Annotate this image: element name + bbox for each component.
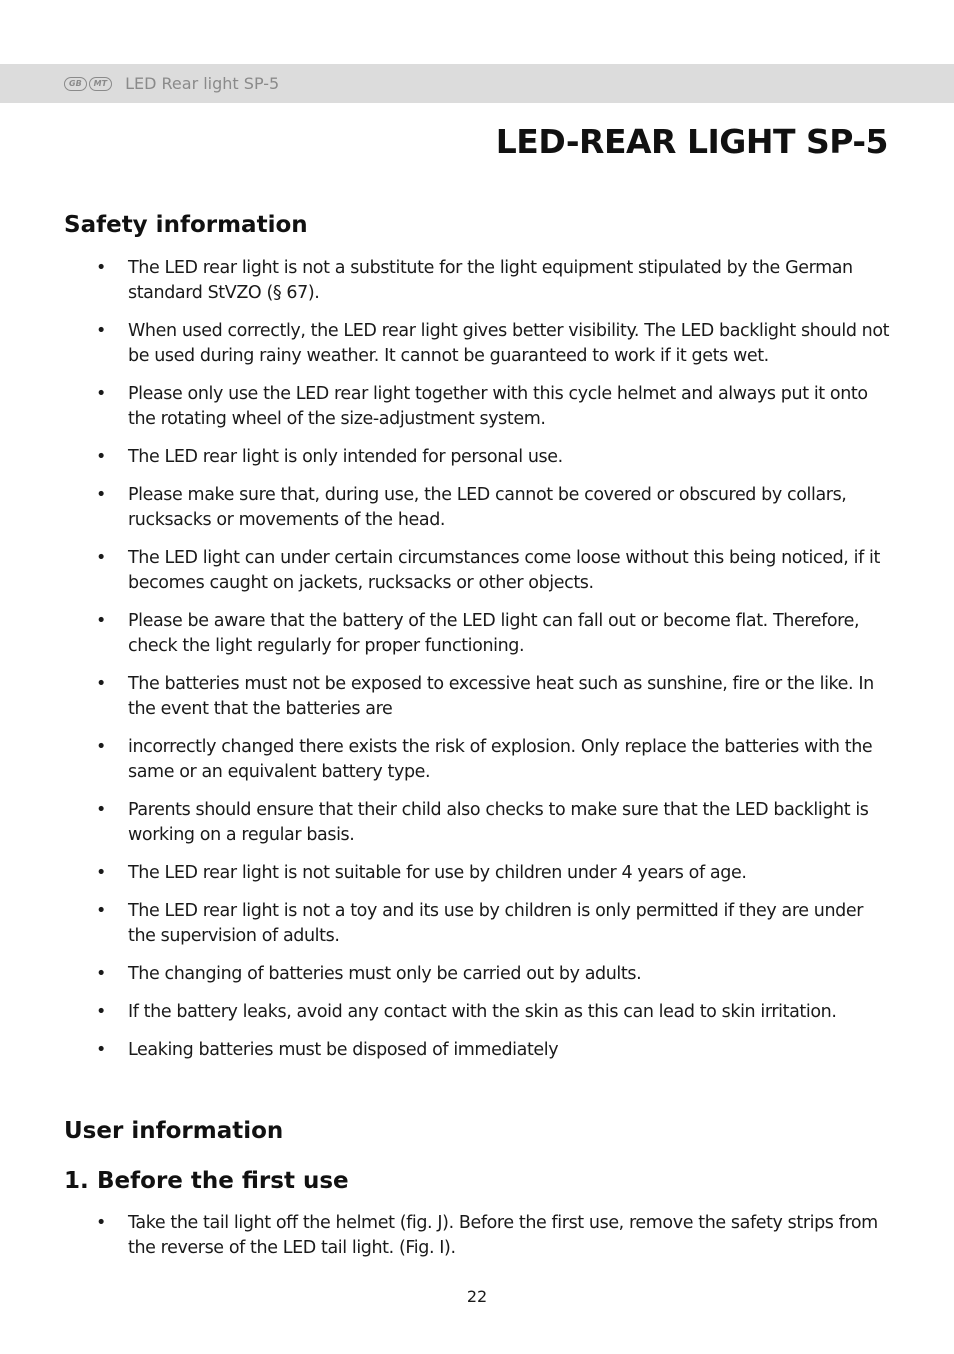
list-item xyxy=(0,672,954,722)
bullet-marker: • xyxy=(96,485,106,505)
list-item xyxy=(0,861,954,886)
list-item xyxy=(0,609,954,659)
page-title: LED-REAR LIGHT SP-5 xyxy=(495,122,888,161)
list-item-text: Please make sure that, during use, the LED cannot be covered or obscured by collars, rucksacks or movements of the head. xyxy=(128,485,847,530)
bullet-marker: • xyxy=(96,447,106,467)
list-item-text: The LED rear light is only intended for personal use. xyxy=(128,447,563,467)
bullet-marker: • xyxy=(96,964,106,984)
first-use-list xyxy=(0,1211,954,1274)
header-bar xyxy=(0,64,954,103)
header-title: LED Rear light SP-5 xyxy=(125,74,280,93)
list-item-text: Please be aware that the battery of the LED light can fall out or become flat. Therefore, check the light regularly for proper functioning. xyxy=(128,611,860,656)
list-item-text: The LED rear light is not a substitute for the light equipment stipulated by the German standard StVZO (§ 67). xyxy=(128,258,853,303)
user-info-heading: User information xyxy=(64,1118,284,1144)
list-item xyxy=(0,735,954,785)
list-item-text: The LED rear light is not a toy and its use by children is only permitted if they are under the supervision of adults. xyxy=(128,901,864,946)
list-item-text: Take the tail light off the helmet (fig. J). Before the first use, remove the safety strips from the reverse of the LED tail light. (Fig. I). xyxy=(128,1213,878,1258)
list-item xyxy=(0,1038,954,1063)
list-item xyxy=(0,382,954,432)
language-badge-gb: GB xyxy=(64,77,87,91)
first-use-heading xyxy=(64,1168,349,1194)
safety-heading: Safety information xyxy=(64,212,308,238)
list-item-text: If the battery leaks, avoid any contact with the skin as this can lead to skin irritation. xyxy=(128,1002,837,1022)
list-item xyxy=(0,546,954,596)
bullet-marker: • xyxy=(96,321,106,341)
list-item xyxy=(0,256,954,306)
bullet-marker: • xyxy=(96,258,106,278)
bullet-marker: • xyxy=(96,548,106,568)
bullet-marker: • xyxy=(96,384,106,404)
language-badges xyxy=(64,77,112,91)
list-item-text: Please only use the LED rear light together with this cycle helmet and always put it onto the rotating wheel of the size-adjustment system. xyxy=(128,384,868,429)
list-item-text: When used correctly, the LED rear light gives better visibility. The LED backlight should not be used during rainy weather. It cannot be guaranteed to work if it gets wet. xyxy=(128,321,890,366)
page-number: 22 xyxy=(466,1287,488,1306)
list-item xyxy=(0,1000,954,1025)
list-item-text: The LED rear light is not suitable for use by children under 4 years of age. xyxy=(128,863,747,883)
list-item xyxy=(0,962,954,987)
list-item-text: Parents should ensure that their child also checks to make sure that the LED backlight is working on a regular basis. xyxy=(128,800,869,845)
list-item xyxy=(0,319,954,369)
list-item-text: Leaking batteries must be disposed of immediately xyxy=(128,1040,559,1060)
bullet-marker: • xyxy=(96,1040,106,1060)
bullet-marker: • xyxy=(96,737,106,757)
list-item xyxy=(0,1211,954,1261)
first-use-number: 1. xyxy=(64,1168,89,1194)
language-badge-mt: MT xyxy=(89,77,112,91)
list-item-text: The LED light can under certain circumstances come loose without this being noticed, if it becomes caught on jackets, rucksacks or other objects. xyxy=(128,548,880,593)
list-item-text: The changing of batteries must only be carried out by adults. xyxy=(128,964,642,984)
list-item-text: The batteries must not be exposed to excessive heat such as sunshine, fire or the like. In the event that the batteries are xyxy=(128,674,874,719)
bullet-marker: • xyxy=(96,800,106,820)
list-item xyxy=(0,798,954,848)
list-item xyxy=(0,899,954,949)
bullet-marker: • xyxy=(96,901,106,921)
safety-list xyxy=(0,256,954,1076)
bullet-marker: • xyxy=(96,611,106,631)
list-item-text: incorrectly changed there exists the risk of explosion. Only replace the batteries with the same or an equivalent battery type. xyxy=(128,737,873,782)
list-item xyxy=(0,483,954,533)
first-use-title: Before the first use xyxy=(97,1168,349,1194)
bullet-marker: • xyxy=(96,674,106,694)
list-item xyxy=(0,445,954,470)
bullet-marker: • xyxy=(96,863,106,883)
bullet-marker: • xyxy=(96,1213,106,1233)
bullet-marker: • xyxy=(96,1002,106,1022)
